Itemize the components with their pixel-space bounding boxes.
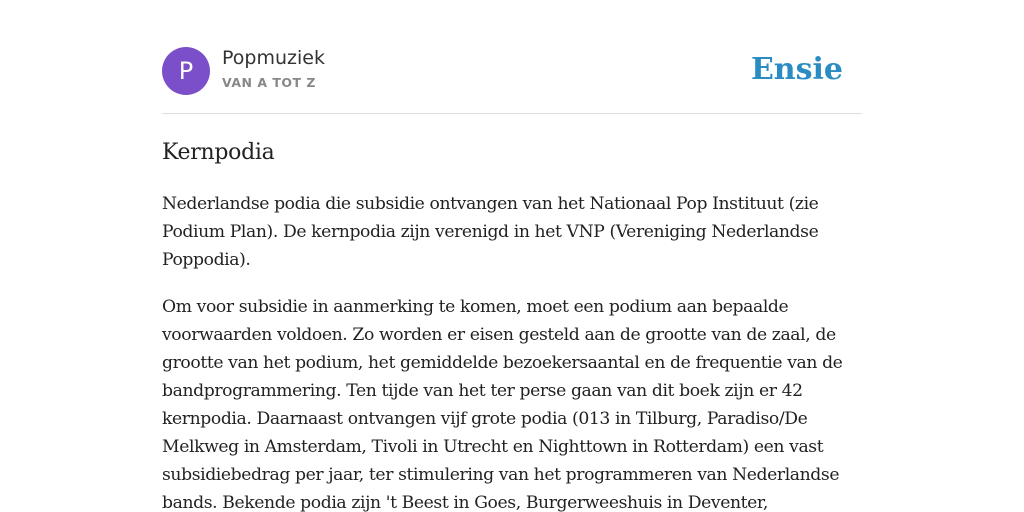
avatar[interactable]: P: [162, 47, 210, 95]
ensie-logo[interactable]: Ensie: [750, 52, 843, 87]
header: [162, 47, 862, 95]
entry-paragraph: Om voor subsidie in aanmerking te komen, moet een podium aan bepaalde voorwaarden voldoen. Zo worden er eisen gesteld aan de grootte van de zaal, de grootte van het podium, het gemiddelde bezoekersaantal en de frequentie van de bandprogrammering. Ten tijde van het ter perse gaan van dit boek zijn er 42 kernpodia. Daarnaast ontvangen vijf grote podia (013 in Tilburg, Paradiso/De Melkweg in Amsterdam, Tivoli in Utrecht en Nighttown in Rotterdam) een vast subsidiebedrag per jaar, ter stimulering van het programmeren van Nederlandse bands. Bekende podia zijn 't Beest in Goes, Burgerweeshuis in Deventer,: [162, 297, 843, 512]
entry-paragraph: Nederlandse podia die subsidie ontvangen van het Nationaal Pop Instituut (zie Podium Plan). De kernpodia zijn verenigd in het VNP (Vereniging Nederlandse Poppodia).: [162, 194, 819, 270]
entry-content: [162, 136, 872, 512]
site-title[interactable]: Popmuziek: [222, 47, 325, 69]
header-divider: [162, 113, 862, 114]
site-subtitle: VAN A TOT Z: [222, 75, 316, 90]
entry-title: Kernpodia: [162, 140, 275, 165]
